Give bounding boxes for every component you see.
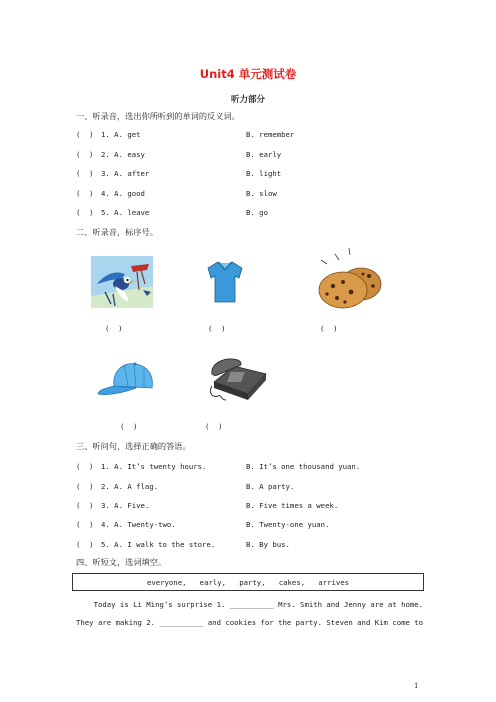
section3-row: [76, 462, 436, 474]
section3-row: [76, 482, 436, 494]
picture-paren-3[interactable]: ( ): [320, 324, 338, 333]
answer-paren[interactable]: ( ): [76, 169, 94, 178]
option-a: 4. A. Twenty-two.: [101, 520, 176, 529]
option-a: 5. A. leave: [101, 208, 150, 217]
option-b: B. remember: [246, 130, 295, 139]
option-a: 5. A. I walk to the store.: [101, 540, 216, 549]
section4-heading: 四、听短文，选词填空。: [76, 557, 167, 567]
picture-paren-1[interactable]: ( ): [105, 324, 123, 333]
option-a: 3. A. Five.: [101, 501, 150, 510]
answer-paren[interactable]: ( ): [76, 130, 94, 139]
answer-paren[interactable]: ( ): [76, 482, 94, 491]
shirt-picture: [206, 260, 244, 304]
section3-row: [76, 501, 436, 513]
option-b: B. light: [246, 169, 282, 178]
answer-paren[interactable]: ( ): [76, 520, 94, 529]
passage-line-2: They are making 2. __________ and cookies for the party. Steven and Kim come to: [76, 618, 424, 627]
option-b: B. A party.: [246, 482, 295, 491]
option-b: B. By bus.: [246, 540, 290, 549]
answer-paren[interactable]: ( ): [76, 189, 94, 198]
answer-paren[interactable]: ( ): [76, 462, 94, 471]
option-b: B. go: [246, 208, 268, 217]
option-b: B. Five times a week.: [246, 501, 339, 510]
section1-row: [76, 150, 436, 162]
section1-row: [76, 130, 436, 142]
telephone-picture: [208, 352, 270, 402]
picture-paren-5[interactable]: ( ): [205, 422, 223, 431]
option-b: B. slow: [246, 189, 277, 198]
section3-heading: 三、听问句，选择正确的答语。: [76, 441, 191, 451]
answer-paren[interactable]: ( ): [76, 150, 94, 159]
option-a: 1. A. It’s twenty hours.: [101, 462, 207, 471]
cap-picture: [96, 360, 160, 398]
option-a: 2. A. easy: [101, 150, 145, 159]
option-b: B. early: [246, 150, 282, 159]
section1-row: [76, 189, 436, 201]
bird-picture: [91, 256, 153, 308]
passage-line-1: Today is Li Ming’s surprise 1. __________ Mrs. Smith and Jenny are at home.: [76, 600, 424, 609]
page-number: 1: [414, 682, 419, 690]
option-a: 2. A. A flag.: [101, 482, 159, 491]
section1-heading: 一、听录音，选出你所听到的单词的反义词。: [76, 111, 240, 121]
option-a: 3. A. after: [101, 169, 150, 178]
option-a: 4. A. good: [101, 189, 145, 198]
word-box: everyone, early, party, cakes, arrives: [72, 573, 424, 591]
answer-paren[interactable]: ( ): [76, 540, 94, 549]
option-a: 1. A. get: [101, 130, 141, 139]
page-title: Unit4 单元测试卷: [199, 67, 297, 81]
section2-heading: 二、听录音，标序号。: [76, 227, 158, 237]
option-b: B. Twenty-one yuan.: [246, 520, 330, 529]
cookies-picture: [315, 246, 385, 310]
answer-paren[interactable]: ( ): [76, 501, 94, 510]
section1-row: [76, 208, 436, 220]
option-b: B. It’s one thousand yuan.: [246, 462, 361, 471]
section3-row: [76, 540, 436, 552]
picture-paren-4[interactable]: ( ): [120, 422, 138, 431]
answer-paren[interactable]: ( ): [76, 208, 94, 217]
section3-row: [76, 520, 436, 532]
section1-row: [76, 169, 436, 181]
page-subtitle: 听力部分: [230, 95, 265, 105]
picture-paren-2[interactable]: ( ): [208, 324, 226, 333]
